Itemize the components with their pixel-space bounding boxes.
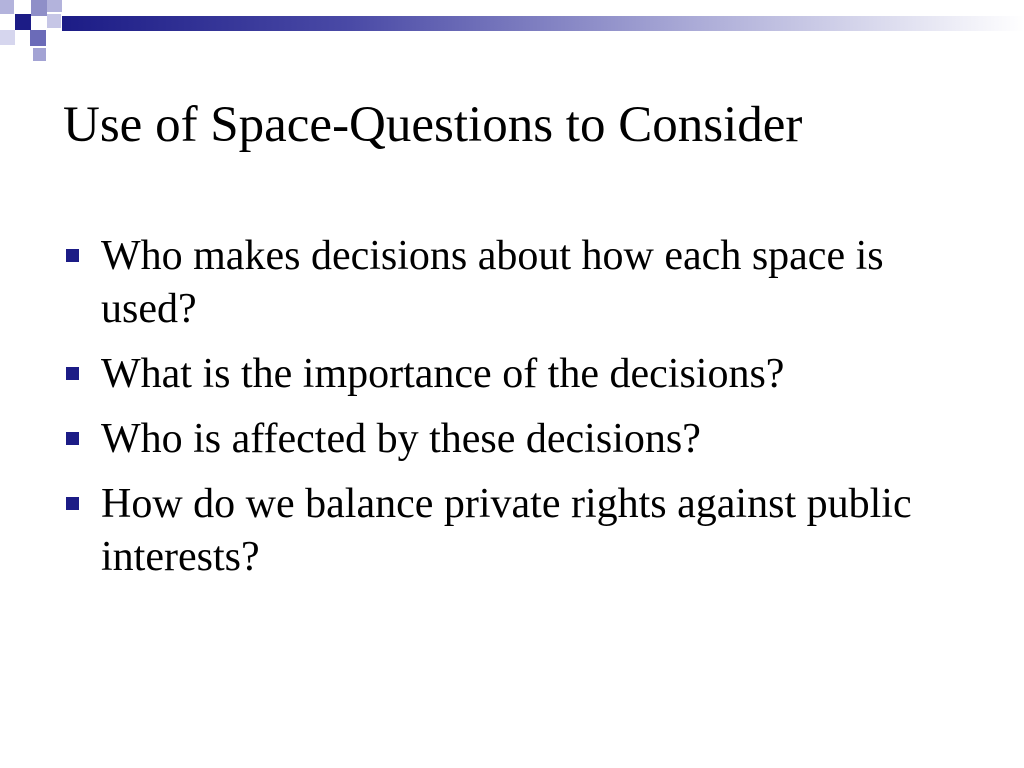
decorative-square (47, 14, 61, 28)
square-bullet-icon (66, 432, 79, 445)
bullet-text: Who is affected by these decisions? (101, 416, 701, 462)
square-bullet-icon (66, 249, 79, 262)
decorative-square (31, 0, 47, 16)
bullet-list (63, 230, 963, 596)
square-bullet-icon (66, 367, 79, 380)
gradient-bar (62, 16, 1024, 31)
bullet-item (63, 478, 963, 584)
bullet-item (63, 413, 963, 466)
slide-title: Use of Space-Questions to Consider (63, 97, 803, 153)
decorative-square (47, 0, 62, 12)
bullet-text: What is the importance of the decisions? (101, 351, 785, 397)
decorative-square (33, 48, 46, 61)
header-banner (0, 0, 1024, 64)
decorative-square (30, 30, 46, 46)
decorative-square (15, 14, 31, 30)
bullet-text: Who makes decisions about how each space is used? (101, 233, 884, 332)
bullet-item (63, 230, 963, 336)
decorative-square (0, 0, 14, 14)
decorative-square (0, 30, 15, 45)
square-bullet-icon (66, 497, 79, 510)
bullet-item (63, 348, 963, 401)
bullet-text: How do we balance private rights against public interests? (101, 481, 912, 580)
